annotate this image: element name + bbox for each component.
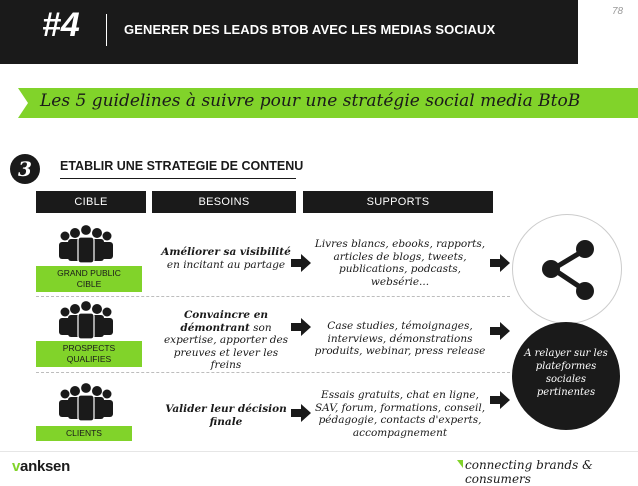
- vanksen-logo: [12, 458, 70, 475]
- section-number: #4: [42, 6, 80, 44]
- cible-label-line: QUALIFIES: [66, 354, 112, 364]
- besoin-bold: Convaincre en démontrant: [180, 309, 269, 334]
- people-group-icon: [56, 382, 116, 422]
- column-header-besoins: BESOINS: [152, 191, 296, 213]
- besoin-text: [158, 309, 294, 372]
- relay-text: A relayer sur les plateformes sociales pertinentes: [524, 348, 608, 398]
- row-divider: [36, 296, 510, 297]
- step-title-underline: [60, 178, 296, 179]
- tagline: connecting brands & consumers: [465, 458, 593, 486]
- cible-label-line: GRAND PUBLIC: [57, 268, 121, 278]
- arrow-right-icon: [291, 254, 311, 272]
- step-number-badge: 3: [10, 154, 40, 184]
- header-divider: [106, 14, 107, 46]
- tagline-marker-icon: [457, 460, 463, 468]
- logo-rest: anksen: [20, 458, 70, 475]
- share-circle: [512, 214, 622, 324]
- arrow-right-icon: [490, 254, 510, 272]
- besoin-bold: Améliorer sa visibilité: [161, 246, 291, 258]
- step-title: ETABLIR UNE STRATEGIE DE CONTENU: [60, 159, 304, 173]
- arrow-right-icon: [490, 322, 510, 340]
- share-icon: [513, 215, 621, 323]
- footer-divider: [0, 451, 638, 452]
- guidelines-banner-text: Les 5 guidelines à suivre pour une stratégie social media BtoB: [40, 91, 581, 111]
- cible-label-clients: [36, 426, 132, 441]
- besoin-rest: en incitant au partage: [166, 258, 286, 271]
- section-title: GENERER DES LEADS BTOB AVEC LES MEDIAS SOCIAUX: [124, 22, 496, 37]
- support-text: Essais gratuits, chat en ligne, SAV, forum, formations, conseil, pédagogie, contacts d'experts, accompagnement: [314, 389, 486, 439]
- besoin-text: Valider leur décision finale: [165, 403, 287, 428]
- support-text: Livres blancs, ebooks, rapports, articles de blogs, tweets, publications, podcasts, websérie...: [314, 238, 486, 288]
- cible-label-line: PROSPECTS: [62, 343, 116, 353]
- logo-accent: v: [12, 458, 21, 475]
- cible-label-prospects: [36, 341, 142, 367]
- cible-label-line: CLIENTS: [66, 428, 102, 438]
- column-header-supports: SUPPORTS: [303, 191, 493, 213]
- page-number: 78: [612, 6, 624, 17]
- arrow-right-icon: [291, 318, 311, 336]
- people-group-icon: [56, 300, 116, 340]
- cible-label-grand-public: [36, 266, 142, 292]
- arrow-right-icon: [490, 391, 510, 409]
- besoin-rest: son expertise, apporter des preuves et lever les freins: [163, 321, 289, 371]
- cible-label-line: CIBLE: [76, 279, 102, 289]
- column-header-cible: CIBLE: [36, 191, 146, 213]
- row-divider: [36, 372, 510, 373]
- support-text: Case studies, témoignages, interviews, démonstrations produits, webinar, press release: [314, 320, 486, 357]
- arrow-right-icon: [291, 404, 311, 422]
- besoin-text: [158, 246, 294, 271]
- people-group-icon: [56, 224, 116, 264]
